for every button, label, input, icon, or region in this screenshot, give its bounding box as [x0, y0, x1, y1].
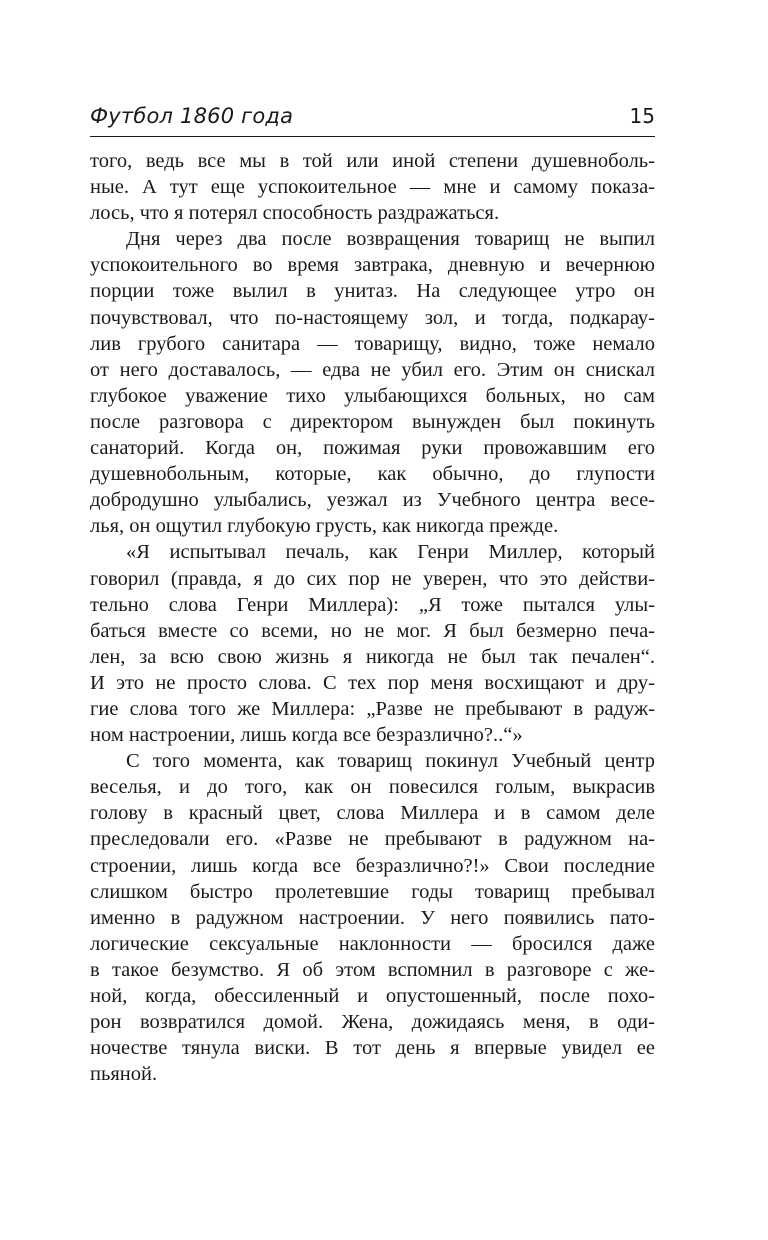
text-line: ной, когда, обессиленный и опустошенный, после похо- — [90, 985, 655, 1007]
paragraph-3 — [90, 539, 655, 748]
text-line: преследовали его. «Разве не пребывают в радужном на- — [90, 828, 655, 851]
text-line: ном настроении, лишь когда все безразлично?..“» — [90, 724, 523, 747]
text-line: рон возвратился домой. Жена, дожидаясь меня, в оди- — [90, 1011, 655, 1034]
text-line: И это не просто слова. С тех пор меня восхищают и дру- — [90, 671, 655, 694]
text-line: успокоительного во время завтрака, дневную и вечернюю — [90, 254, 655, 277]
running-title: Футбол 1860 года — [90, 104, 294, 128]
text-line: глубокое уважение тихо улыбающихся больных, но сам — [90, 384, 655, 407]
text-line: добродушно улыбались, уезжал из Учебного центра весе- — [90, 489, 655, 512]
text-line: душевнобольным, которые, как обычно, до глупости — [90, 463, 655, 486]
text-line: строении, лишь когда все безразлично?!» Свои последние — [90, 854, 655, 877]
text-line: лось, что я потерял способность раздражаться. — [90, 202, 500, 225]
page-header — [90, 100, 655, 134]
text-line: говорил (правда, я до сих пор не уверен, что это действи- — [90, 567, 655, 590]
paragraph-2 — [90, 226, 655, 539]
paragraph-1 — [90, 148, 655, 226]
text-line: тельно слова Генри Миллера): „Я тоже пытался улы- — [90, 593, 655, 616]
text-line: лен, за всю свою жизнь я никогда не был так печален“. — [90, 645, 655, 668]
page-number: 15 — [629, 104, 655, 128]
text-line: веселья, и до того, как он повесился голым, выкрасив — [90, 776, 655, 799]
text-line: логические сексуальные наклонности — бросился даже — [90, 932, 655, 955]
text-line: ные. А тут еще успокоительное — мне и самому показа- — [90, 176, 655, 199]
text-line: С того момента, как товарищ покинул Учебный центр — [126, 750, 655, 773]
text-line: голову в красный цвет, слова Миллера и в самом деле — [90, 802, 655, 825]
text-line: пьяной. — [90, 1063, 158, 1086]
text-line: слишком быстро пролетевшие годы товарищ пребывал — [90, 880, 655, 903]
text-line: именно в радужном настроении. У него появились пато- — [90, 906, 655, 929]
text-line: лья, он ощутил глубокую грусть, как никогда прежде. — [90, 515, 559, 538]
text-line: в такое безумство. Я об этом вспомнил в разговоре с же- — [90, 958, 655, 981]
text-line: баться вместе со всеми, но не мог. Я был безмерно печа- — [90, 619, 655, 642]
text-line: почувствовал, что по-настоящему зол, и тогда, подкарау- — [90, 306, 655, 329]
text-line: гие слова того же Миллера: „Разве не пребывают в радуж- — [90, 697, 655, 720]
text-line: того, ведь все мы в той или иной степени душевноболь- — [90, 150, 655, 172]
header-rule — [90, 136, 655, 137]
text-line: «Я испытывал печаль, как Генри Миллер, который — [126, 541, 655, 564]
text-line: порции тоже вылил в унитаз. На следующее утро он — [90, 280, 655, 303]
paragraph-4 — [90, 748, 655, 1087]
text-line: Дня через два после возвращения товарищ не выпил — [126, 228, 655, 251]
text-line: ночестве тянула виски. В тот день я впервые увидел ее — [90, 1037, 655, 1060]
body-text — [90, 148, 655, 1087]
text-line: санаторий. Когда он, пожимая руки провожавшим его — [90, 437, 655, 460]
text-line: лив грубого санитара — товарищу, видно, тоже немало — [90, 332, 655, 355]
text-line: после разговора с директором вынужден был покинуть — [90, 410, 655, 433]
text-line: от него доставалось, — едва не убил его. Этим он снискал — [90, 358, 655, 381]
